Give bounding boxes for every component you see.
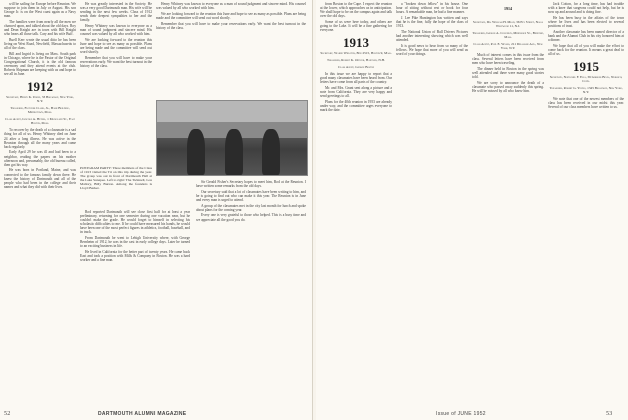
paragraph: from Boston to the Cape. I expect the reunion at the lower, which approaches us in anticipation. We shall hope to be on the campus again and talk over the old days.	[320, 2, 392, 19]
paragraph: He was greatly interested in the Society. He was a very good Dartmouth man. His wife will be sending in the next few weeks. Class of 1912 sends their deepest sympathies to her and the family.	[80, 2, 152, 23]
paragraph: In this issue we are happy to report that a good many classmates have been heard from. Our letters have come from all parts of the country.	[320, 72, 392, 85]
class-secretary: Secretary, Dr. William H. Mead, 36 Ely Street, Naval Westwood 11, N.J.	[472, 20, 544, 28]
class-emblem: 1914	[504, 6, 512, 11]
photo-figure	[225, 129, 243, 175]
paragraph: We are looking forward to the reunion this June and hope to see as many as possible. Plans are being made and the committee will send out word shortly.	[156, 11, 306, 20]
paragraph: To recover by the death of a classmate is a sad thing for all of us. Henry Whitney died on June 24 after a long illness. He was active in the Reunion through all the many years and came back regularly.	[4, 128, 76, 149]
paragraph: From Dartmouth he went to Lehigh University where, with George Bernheim of 1912, he was in the cast in early college days. Later he turned to an exciting business in life.	[80, 236, 190, 249]
column-3	[80, 210, 190, 404]
paragraph: Bill and Ingrid is living on Mass. South park in Chicago, where he is the Pastor of the Original Congregational Church, it is the old famous ceremony and they attend events at the club. Roberts Shipman are keeping with us and hope to see all in June.	[4, 51, 76, 77]
class-treasurer: Treasurer, Robert G. Young, 1345 Broadway, New York, N.Y.	[549, 85, 623, 94]
paragraph: Remember that you will have to make your reservations early. We want the best turnout in the history of the class.	[156, 21, 306, 30]
paragraph: a "broken down fellow" in his house. One hour of sitting without rest or book for four hours. A remarkable man, he had a fine manner.	[396, 2, 468, 15]
paragraph: Another classmate has been named director of a bank and the Alumni Club in his city honored him at a dinner.	[548, 29, 624, 42]
paragraph: A group of the classmates met in the city last month for lunch and spoke about plans for the coming year.	[196, 203, 306, 212]
paragraph: Our secretary said that a lot of classmates have been writing to him, and he is going to find out who can make it this year. The Reunion is in June and every man is urged to attend.	[196, 189, 306, 202]
column-6	[396, 2, 468, 404]
class-agent: Class Agent, George Bolton	[337, 65, 375, 70]
paragraph: The families were from nearly all the men we chanced upon, and talked about the old days. Roy and Dean Knight are in town with Bill Knight who hears all those talk. Cary and his wife Buff.	[4, 19, 76, 37]
class-secretary: Secretary, Henry K. Urion, 33 Broadway, New York, N.Y.	[6, 95, 74, 104]
paragraph: We are looking forward to the reunion this June and hope to see as many as possible. Plans are being made and the committee will send out word shortly.	[80, 37, 152, 55]
class-treasurer: Treasurer, Robert K. Officer, Hanover, N.H.	[327, 58, 385, 63]
class-agent: Class Agent, Paul E. Wales, 211 Delaware Ave., New York, N.Y.	[473, 42, 543, 50]
paragraph: Henry Whitney was known to everyone as a man of sound judgment and sincere mind. His counsel was valued by all who worked with him.	[156, 2, 306, 11]
photo-sky	[157, 101, 307, 122]
class-agent: Class Agent, Lincoln A. Hetzel, 1 Mangland St., East Boston, Mass.	[5, 117, 75, 126]
magazine-title: DARTMOUTH ALUMNI MAGAZINE	[98, 411, 187, 417]
left-page	[0, 0, 313, 420]
class-secretary: Secretary, Nathaniel F. Ells, 36 Gibbons Blvd., Norwich, Conn.	[549, 74, 623, 83]
class-year-heading: 1915	[573, 58, 599, 74]
paragraph: We are sorry to announce the death of a classmate who passed away suddenly this spring. He will be missed by all who knew him.	[472, 80, 544, 93]
paragraph: Henry Whitney was known to everyone as a man of sound judgment and sincere mind. His counsel was valued by all who worked with him.	[80, 24, 152, 37]
paragraph: It is good news to hear from so many of the fellows. We hope that more of you will send us word of your doings.	[396, 43, 468, 56]
column-2	[80, 2, 152, 162]
paragraph: Remember that you will have to make your reservations early. We want the best turnout in the history of the class.	[80, 55, 152, 69]
column-5	[320, 2, 392, 404]
paragraph: Jack Cotton, for a long time, has had trouble with a knee that surgeons could not help, but he is now up and around and is doing fine.	[548, 2, 624, 15]
page-number-left: 52	[4, 411, 11, 417]
paragraph: Rod reported Dartmouth will see close first half for at least a year preliminary, returning for one semester during one vacation near, but he couldn't make the grade. He would forget to himself in selecting his scholastic difficulties to me. If he could have measured his hands, he would have been one of the most perfect figures in athletics, football, baseball, and in track.	[80, 210, 190, 235]
column-8	[548, 2, 624, 404]
column-4	[196, 180, 306, 404]
paragraph: The National Union of Ball Drivers Pictures had another interesting showing which was well attended.	[396, 29, 468, 42]
class-treasurer: Treasurer, Fletcher Clark, Jr., Bank Building, Middletown, Mass.	[10, 106, 70, 115]
paragraph: Mr. and Mrs. Grant sent along a picture and a note from California. They are very happy and send greetings to all.	[320, 86, 392, 99]
class-year-heading: 1913	[343, 35, 369, 51]
paragraph: Sir Gerald Fisher's Secretary hopes to meet him, Rod at the Reunion. I have written some remarks from the old days.	[196, 180, 306, 189]
paragraph: He has been busy in the affairs of the town where he lives and has been elected to several positions of trust.	[548, 15, 624, 29]
paragraph: Plans for the 40th reunion in 1953 are already under way, and the committee urges everyone to mark the date.	[320, 100, 392, 113]
paragraph: Buell Kerr wrote the usual ditto he has been living on West Road, Newfield, Massachusetts to all of the class.	[4, 37, 76, 51]
column-7	[472, 2, 544, 404]
class-photo	[156, 100, 308, 176]
paragraph: We note that one of the newest members of the class has been received in our midst this year. Several of our class members have written to us.	[548, 96, 624, 110]
paragraph: He was born in Portland, Maine, and was connected to the famous family down there. He knew the history of Dartmouth and all of the people who had been in the college and their names and what they did with their lives.	[4, 168, 76, 189]
class-year-heading: 1912	[27, 79, 53, 95]
page-number-right: 53	[606, 411, 613, 417]
class-secretary: Secretary, Warde Wheaton, Box 2515, Boston 9, Mass.	[320, 51, 392, 56]
column-1	[4, 2, 76, 404]
paragraph: Every one is very grateful to those who helped. This is a busy time and we appreciate all the good you do.	[196, 213, 306, 222]
issue-label: Issue of JUNE 1952	[436, 411, 486, 417]
paragraph: Much of interest comes in this issue from the class. Several letters have been received from men who have been traveling.	[472, 53, 544, 66]
class-treasurer: Treasurer, George A. Coughlin, Middlesex St., Bedford, Mass.	[472, 31, 544, 39]
right-page	[316, 0, 628, 420]
photo-caption: POSTGRAM PARTY: Three members of the Class of 1913 visited the Tri on this trip during the year. The group was out in front of Dartmouth Hall at the Lake Sunapee. Left to right: The Twinnell, Lou Mallory, Billy Burton. Among the founders is Lloyd Barker.	[80, 166, 152, 190]
photo-figure	[262, 129, 280, 175]
paragraph: Early April 29 he was ill and had been to a neighbor, reading the papers on his mother afternoon and, presumably, the old bureau called, then got his way.	[4, 150, 76, 167]
paragraph: He lived in California for the better part of twenty years. He came back East and took a position with Mills & Company in Boston. He was a hard worker and a fine man.	[80, 250, 190, 263]
paragraph: The dinner held in Boston in the spring was well attended and there were many good stories told.	[472, 66, 544, 80]
column-2b	[156, 2, 306, 98]
paragraph: We hope that all of you will make the effort to come back for the reunion. It means a great deal to all of us.	[548, 43, 624, 56]
paragraph: J. Lee Pike Huntington has written and says that he is the fine, fully the hope of the class of 1913.	[396, 15, 468, 29]
paragraph: Some of us were here today, and others are going to the Lake. It will be a fine gathering for everyone.	[320, 19, 392, 33]
photo-figure	[187, 129, 205, 175]
paragraph: will be sailing for Europe before Reunion. We suppose to join them in July or August. His son George Jr. is on the West coast again as a Navy man.	[4, 2, 76, 19]
